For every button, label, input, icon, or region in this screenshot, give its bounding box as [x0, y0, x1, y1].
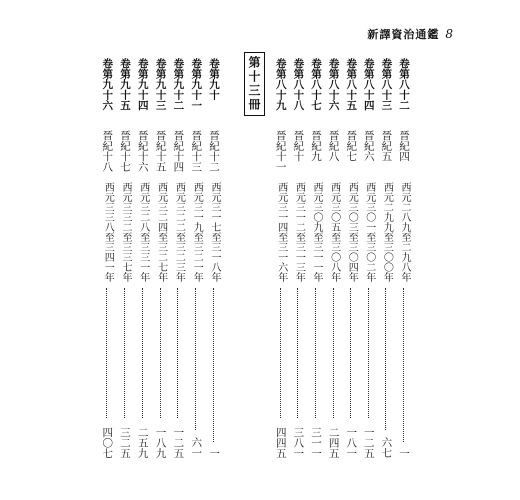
- year-range: 西元三二四至三二七年: [155, 182, 167, 282]
- chapter-name: 晉紀十三: [190, 130, 203, 172]
- toc-entry: [135, 58, 151, 458]
- juan-number: 卷第八十六: [327, 58, 340, 111]
- juan-number: 卷第九十四: [136, 58, 149, 111]
- page-reference: 六一: [190, 437, 203, 458]
- volume-label: 第十三冊: [244, 52, 265, 116]
- page-reference: 三八一: [292, 426, 305, 458]
- leader-dots: [368, 288, 369, 418]
- juan-number: 卷第八十三: [380, 58, 393, 111]
- leader-dots: [106, 288, 107, 418]
- toc-entry: [396, 58, 412, 458]
- page-reference: 二五九: [136, 426, 149, 458]
- year-range: 西元三一二至三一三年: [293, 182, 305, 282]
- year-range: 西元二八九至二九八年: [399, 182, 410, 282]
- year-range: 西元三二八至三三一年: [137, 182, 149, 282]
- leader-dots: [142, 288, 143, 418]
- year-range: 西元三〇三至三〇四年: [346, 182, 358, 282]
- running-header: [367, 26, 454, 42]
- juan-number: 卷第八十七: [310, 58, 322, 111]
- toc-entry: [378, 58, 394, 458]
- leader-dots: [315, 288, 316, 418]
- juan-number: 卷第九十五: [119, 58, 131, 111]
- year-range: 西元三〇一至三〇二年: [363, 182, 375, 282]
- page-reference: 三一一: [310, 426, 322, 458]
- juan-number: 卷第九十六: [101, 58, 114, 111]
- page-reference: 一二五: [362, 426, 375, 458]
- page-reference: 一: [208, 447, 220, 458]
- leader-dots: [403, 288, 404, 442]
- chapter-name: 晉紀九: [310, 130, 322, 162]
- juan-number: 卷第八十二: [398, 58, 410, 111]
- chapter-name: 晉紀十六: [136, 130, 149, 172]
- leader-dots: [385, 288, 386, 430]
- chapter-name: 晉紀十一: [274, 130, 287, 172]
- leader-dots: [297, 288, 298, 418]
- toc-entry: [290, 58, 306, 458]
- leader-dots: [195, 288, 196, 430]
- juan-number: 卷第八十九: [274, 58, 287, 111]
- year-range: 西元二九九至三〇〇年: [381, 182, 393, 282]
- year-range: 西元三三二至三三七年: [120, 182, 131, 282]
- chapter-name: 晉紀八: [327, 130, 340, 162]
- chapter-name: 晉紀十七: [119, 130, 131, 172]
- toc-entry: [308, 58, 324, 458]
- juan-number: 卷第八十四: [362, 58, 375, 111]
- chapter-name: 晉紀十: [292, 130, 305, 162]
- page-reference: 一八九: [154, 426, 167, 458]
- leader-dots: [177, 288, 178, 418]
- chapter-name: 晉紀七: [345, 130, 358, 162]
- page-reference: 二四五: [327, 426, 340, 458]
- year-range: 西元三一九至三二一年: [191, 182, 203, 282]
- chapter-name: 晉紀六: [362, 130, 375, 162]
- toc-entry: [361, 58, 377, 458]
- year-range: 西元三〇九至三一一年: [311, 182, 322, 282]
- juan-number: 卷第九十二: [172, 58, 185, 111]
- toc-entry: [326, 58, 342, 458]
- page-reference: 四四五: [274, 426, 287, 458]
- leader-dots: [160, 288, 161, 418]
- juan-number: 卷第八十五: [345, 58, 358, 111]
- year-range: 西元三一四至三一六年: [275, 182, 287, 282]
- toc-entry: [99, 58, 115, 458]
- page-reference: 六七: [380, 437, 393, 458]
- juan-number: 卷第八十八: [292, 58, 305, 111]
- page-reference: 三二五: [119, 426, 131, 458]
- year-range: 西元三〇五至三〇八年: [328, 182, 340, 282]
- page-number: 8: [445, 27, 454, 41]
- juan-number: 卷第九十: [208, 58, 220, 100]
- toc-entry: [188, 58, 204, 458]
- leader-dots: [213, 288, 214, 442]
- leader-dots: [124, 288, 125, 418]
- toc-entry: [117, 58, 133, 458]
- year-range: 西元三一七至三一八年: [209, 182, 220, 282]
- chapter-name: 晉紀十四: [172, 130, 185, 172]
- chapter-name: 晉紀十五: [154, 130, 167, 172]
- year-range: 西元三二二至三二三年: [173, 182, 185, 282]
- leader-dots: [333, 288, 334, 418]
- toc-entry: [273, 58, 289, 458]
- chapter-name: 晉紀十二: [208, 130, 220, 172]
- chapter-name: 晉紀十八: [101, 130, 114, 172]
- toc-entry: [153, 58, 169, 458]
- leader-dots: [280, 288, 281, 418]
- page-reference: 一: [398, 447, 410, 458]
- page-reference: 四〇七: [101, 426, 114, 458]
- toc-entry: [206, 58, 222, 458]
- toc-entry: [170, 58, 186, 458]
- year-range: 西元三三八至三四一年: [102, 182, 114, 282]
- juan-number: 卷第九十一: [190, 58, 203, 111]
- chapter-name: 晉紀五: [380, 130, 393, 162]
- page-reference: 一二五: [172, 426, 185, 458]
- leader-dots: [350, 288, 351, 418]
- page-reference: 一八一: [345, 426, 358, 458]
- book-title: 新譯資治通鑑: [367, 28, 440, 41]
- juan-number: 卷第九十三: [154, 58, 167, 111]
- toc-entry: [343, 58, 359, 458]
- chapter-name: 晉紀四: [398, 130, 410, 162]
